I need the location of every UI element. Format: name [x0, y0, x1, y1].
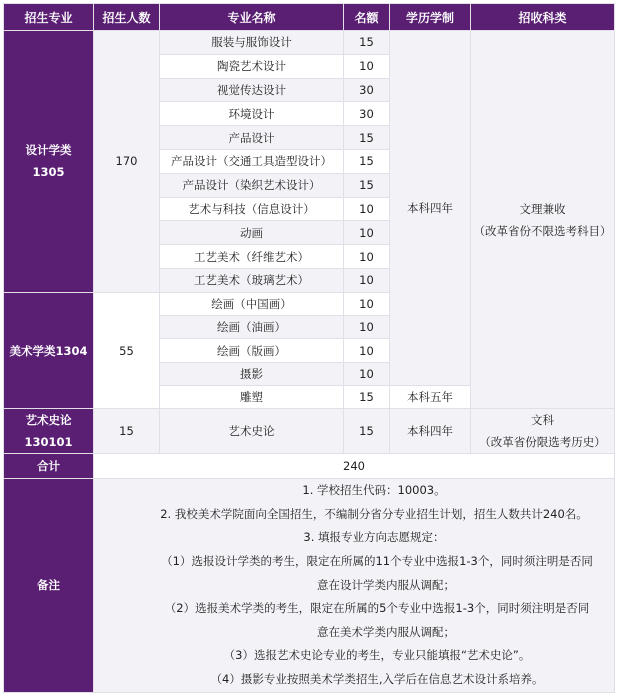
- system-five-years: 本科五年: [390, 385, 471, 408]
- major-quota: 10: [344, 292, 390, 315]
- major-name: 工艺美术（玻璃艺术）: [160, 268, 344, 292]
- major-quota: 10: [344, 268, 390, 292]
- notes-content: [94, 479, 615, 692]
- category-design-name: 设计学类: [25, 143, 72, 158]
- major-quota: 15: [344, 173, 390, 197]
- major-quota: 10: [344, 316, 390, 339]
- header-category: 招生专业: [4, 4, 94, 31]
- header-major: 专业名称: [160, 4, 344, 31]
- category-art: 美术学类1304: [4, 292, 94, 408]
- category-design: [4, 31, 94, 293]
- notes-label: 备注: [4, 479, 94, 692]
- system-four-years: 本科四年: [390, 31, 471, 386]
- table-row: [4, 409, 615, 454]
- major-name: 动画: [160, 221, 344, 245]
- major-name: 雕塑: [160, 385, 344, 408]
- major-name: 服装与服饰设计: [160, 31, 344, 55]
- art-count: 55: [94, 292, 160, 408]
- note-line: （2）选报美术学类的考生，限定在所属的5个专业中选报1-3个，同时须注明是否同: [164, 601, 590, 616]
- note-line: 意在设计学类内服从调配；: [317, 577, 455, 592]
- major-quota: 10: [344, 339, 390, 362]
- category-history-code: 130101: [24, 435, 73, 450]
- table-row: [4, 479, 615, 692]
- major-quota: 15: [344, 31, 390, 55]
- design-count: 170: [94, 31, 160, 293]
- major-quota: 30: [344, 102, 390, 126]
- note-line: （3）选报艺术史论专业的考生，专业只能填报“艺术史论”。: [223, 648, 531, 663]
- note-line: 2. 我校美术学院面向全国招生，不编制分省分专业招生计划，招生人数共计240名。: [160, 506, 588, 521]
- history-subject-line2: （改革省份限选考历史）: [479, 435, 606, 450]
- major-quota: 15: [344, 409, 390, 454]
- major-quota: 15: [344, 149, 390, 173]
- major-name: 绘画（中国画）: [160, 292, 344, 315]
- major-quota: 15: [344, 385, 390, 408]
- major-name: 摄影: [160, 362, 344, 385]
- history-subject-line1: 文科: [531, 413, 554, 428]
- header-subject: 招收科类: [471, 4, 615, 31]
- major-name: 绘画（油画）: [160, 316, 344, 339]
- note-line: （1）选报设计学类的考生，限定在所属的11个专业中选报1-3个，同时须注明是否同: [161, 554, 593, 569]
- subject-main-line2: （改革省份不限选考科目）: [473, 223, 612, 238]
- major-name: 艺术与科技（信息设计）: [160, 197, 344, 221]
- admission-plan-table: [3, 3, 615, 693]
- category-design-code: 1305: [32, 165, 65, 180]
- category-history: [4, 409, 94, 454]
- major-quota: 10: [344, 221, 390, 245]
- header-system: 学历学制: [390, 4, 471, 31]
- category-history-name: 艺术史论: [25, 413, 72, 428]
- major-quota: 10: [344, 362, 390, 385]
- table-row: [4, 454, 615, 479]
- major-quota: 10: [344, 54, 390, 78]
- note-line: 3. 填报专业方向志愿规定：: [303, 530, 445, 545]
- table-row: [4, 31, 615, 55]
- major-name: 陶瓷艺术设计: [160, 54, 344, 78]
- header-row: [4, 4, 615, 31]
- total-value: 240: [94, 454, 615, 479]
- major-name: 工艺美术（纤维艺术）: [160, 245, 344, 269]
- major-name: 产品设计: [160, 126, 344, 150]
- major-name: 产品设计（染织艺术设计）: [160, 173, 344, 197]
- subject-main: [471, 31, 615, 409]
- history-subject: [471, 409, 615, 454]
- major-quota: 10: [344, 245, 390, 269]
- subject-main-line1: 文理兼收: [519, 201, 566, 216]
- major-name: 视觉传达设计: [160, 78, 344, 102]
- history-count: 15: [94, 409, 160, 454]
- major-quota: 30: [344, 78, 390, 102]
- note-line: （4）摄影专业按照美术学类招生,入学后在信息艺术设计系培养。: [210, 672, 544, 686]
- major-name: 绘画（版画）: [160, 339, 344, 362]
- header-quota: 名额: [344, 4, 390, 31]
- major-quota: 10: [344, 197, 390, 221]
- header-count: 招生人数: [94, 4, 160, 31]
- history-system: 本科四年: [390, 409, 471, 454]
- major-name: 产品设计（交通工具造型设计）: [160, 149, 344, 173]
- major-name: 艺术史论: [160, 409, 344, 454]
- note-line: 1. 学校招生代码：10003。: [302, 483, 446, 498]
- major-name: 环境设计: [160, 102, 344, 126]
- note-line: 意在美术学类内服从调配；: [317, 624, 455, 639]
- total-label: 合计: [4, 454, 94, 479]
- major-quota: 15: [344, 126, 390, 150]
